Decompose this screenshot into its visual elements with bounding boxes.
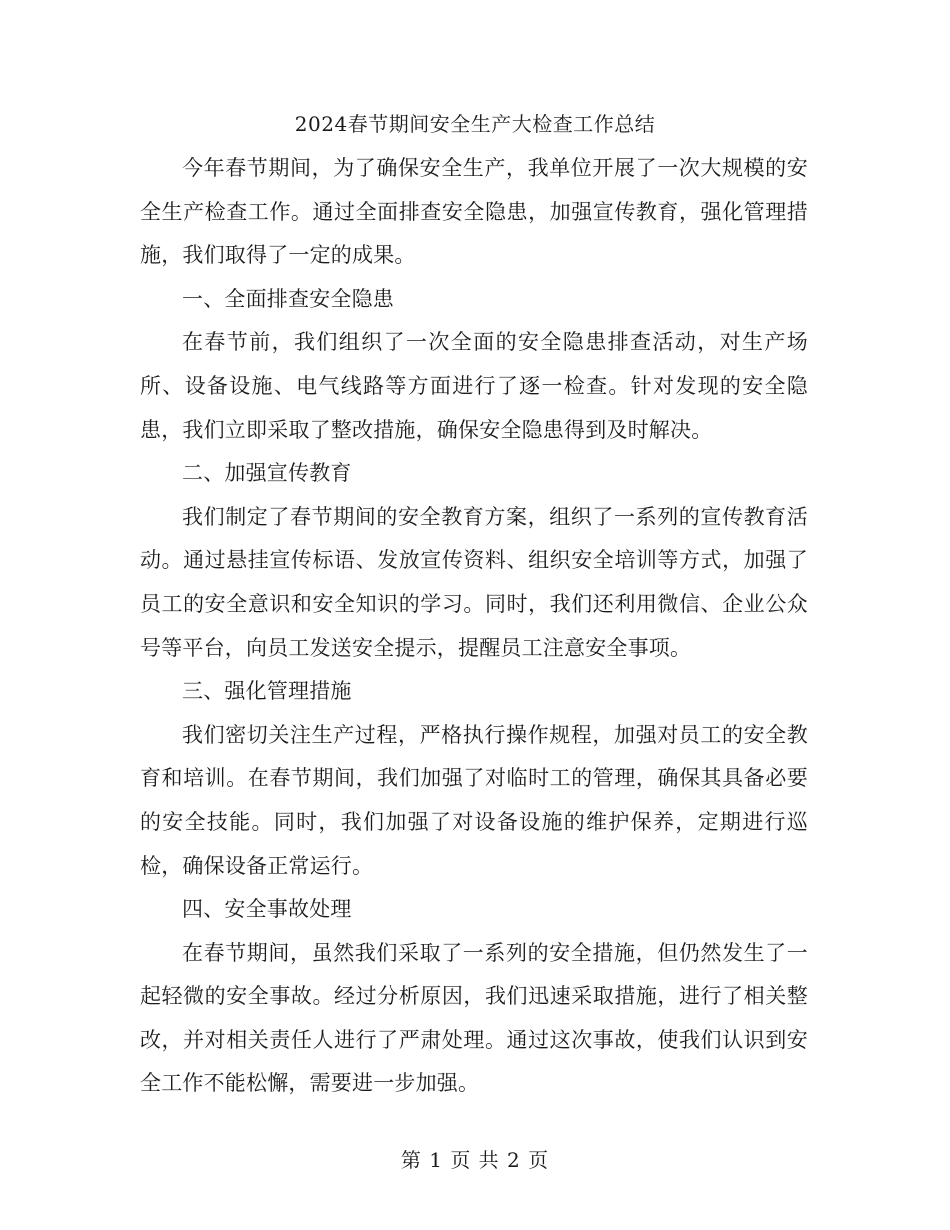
section-paragraph-4: 在春节期间，虽然我们采取了一系列的安全措施，但仍然发生了一起轻微的安全事故。经过分析原因，我们迅速采取措施，进行了相关整改，并对相关责任人进行了严肃处理。通过这次事故，使我们认识到安全工作不能松懈，需要进一步加强。 xyxy=(140,940,808,1096)
section-heading-2: 二、加强宣传教育 xyxy=(182,461,352,486)
document-body xyxy=(140,147,808,1106)
section-paragraph-3: 我们密切关注生产过程，严格执行操作规程，加强对员工的安全教育和培训。在春节期间，我们加强了对临时工的管理，确保其具备必要的安全技能。同时，我们加强了对设备设施的维护保养，定期进行巡检，确保设备正常运行。 xyxy=(140,722,808,878)
intro-paragraph: 今年春节期间，为了确保安全生产，我单位开展了一次大规模的安全生产检查工作。通过全面排查安全隐患，加强宣传教育，强化管理措施，我们取得了一定的成果。 xyxy=(140,156,808,268)
document-title: 2024春节期间安全生产大检查工作总结 xyxy=(294,112,656,136)
section-heading-1: 一、全面排查安全隐患 xyxy=(182,286,394,311)
section-heading-3: 三、强化管理措施 xyxy=(182,679,352,704)
section-heading-4: 四、安全事故处理 xyxy=(182,897,352,922)
section-paragraph-2: 我们制定了春节期间的安全教育方案，组织了一系列的宣传教育活动。通过悬挂宣传标语、发放宣传资料、组织安全培训等方式，加强了员工的安全意识和安全知识的学习。同时，我们还利用微信、企业公众号等平台，向员工发送安全提示，提醒员工注意安全事项。 xyxy=(140,504,808,660)
section-paragraph-1: 在春节前，我们组织了一次全面的安全隐患排查活动，对生产场所、设备设施、电气线路等方面进行了逐一检查。针对发现的安全隐患，我们立即采取了整改措施，确保安全隐患得到及时解决。 xyxy=(140,330,808,442)
page-number-footer: 第 1 页 共 2 页 xyxy=(400,1148,550,1172)
